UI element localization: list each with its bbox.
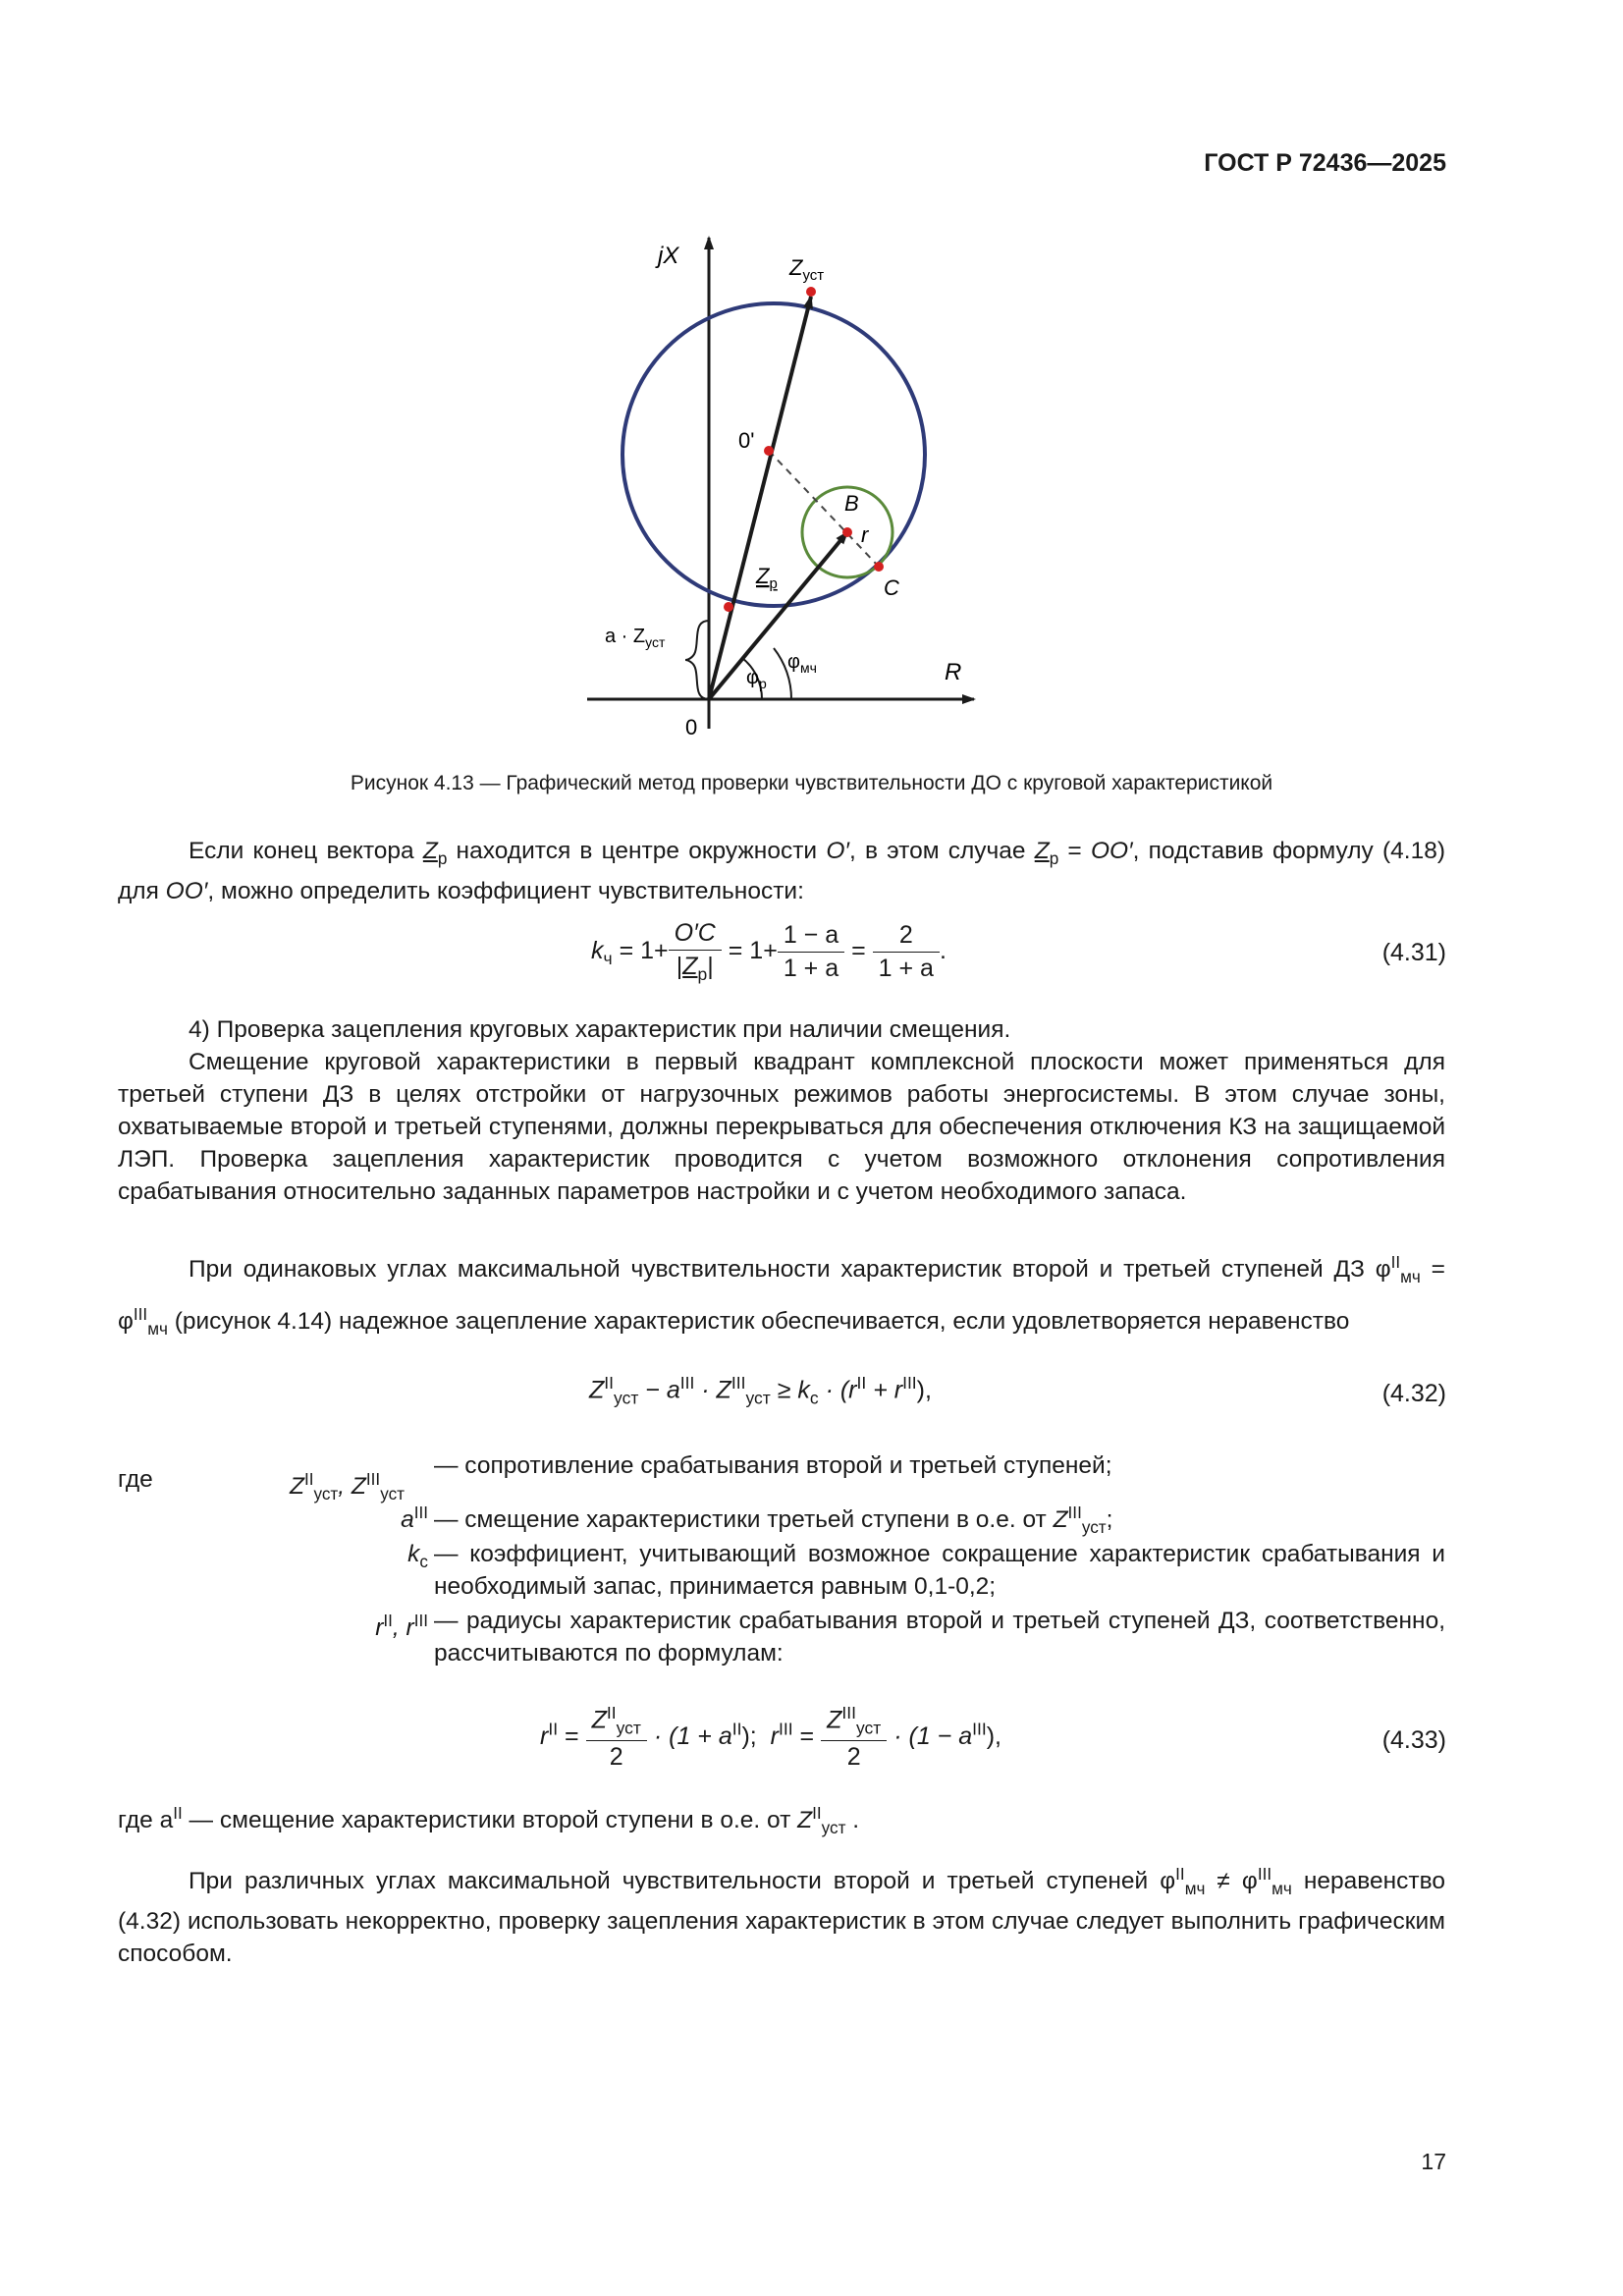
brace <box>685 621 709 699</box>
svg-text:Zуст <box>788 255 824 284</box>
label-c: C <box>884 575 899 600</box>
paragraph-2: 4) Проверка зацепления круговых характеристик при наличии смещения. <box>189 1016 1011 1043</box>
point-z-ust <box>806 287 816 297</box>
figure-diagram <box>569 236 1001 746</box>
paragraph-6: При различных углах максимальной чувствительности второй и третьей ступеней $\varphi^{II}_{мч} \ne \varphi^{III}_{мч}$ неравенство (4.32) использовать некорректно, проверку зацепления характеристик в этом случае следует выполнить графическим способом. <box>118 1864 1445 1968</box>
label-phi-mch: φ <box>787 651 800 673</box>
label-a-zust-sub: уст <box>645 634 666 650</box>
svg-text:φмч <box>787 651 817 676</box>
equation-4-33: $r^{II}$ = $\frac{Z^{II}_{уст}}{2}$ · $(1 + a^{II})$; $r^{III}$ = $\frac{Z^{III}_{уст}}{2}$ · $(1 - a^{III})$, <box>540 1703 1002 1772</box>
label-b: B <box>844 491 859 516</box>
equation-number-4-31: (4.31) <box>1381 939 1446 966</box>
label-zp: Z <box>756 564 770 588</box>
page-number: 17 <box>1421 2149 1446 2174</box>
equation-4-32: $Z^{II}_{уст} - a^{III} \cdot Z^{III}_{уст} \ge k_с \cdot (r^{II} + r^{III})$, <box>589 1373 932 1408</box>
definitions: где $Z^{II}_{уст}$, $Z^{III}_{уст}$ — сопротивление срабатывания второй и третьей ступеней; $a^{III}$ — смещение характеристики третьей ступени в о.е. от $Z^{III}_{уст}$; $k_с$ — коэффициент, учитывающий возможное сокращение характеристик срабатывания и необходимый запас, принимается равным 0,1-0,2; $r^{II}$, $r^{III}$ — радиусы характеристик срабатывания второй и третьей ступеней ДЗ, соответственно, рассчитываются по формулам: <box>118 1452 1445 1667</box>
label-r-axis: R <box>945 659 962 685</box>
equation-number-4-33: (4.33) <box>1381 1726 1446 1754</box>
point-a-zust <box>724 602 733 612</box>
paragraph-4: При одинаковых углах максимальной чувствительности характеристик второй и третьей ступеней ДЗ $\varphi^{II}_{мч} = \varphi^{III}_{мч}$ (рисунок 4.14) надежное зацепление характеристик обеспечивается, если удовлетворяется неравенство <box>118 1252 1445 1339</box>
svg-text:φр <box>746 667 767 691</box>
label-z-ust: Z <box>789 255 803 280</box>
equation-4-31: $k_ч = 1+$ $\frac{O'C}{|Z_р|}$ = 1+ $\frac{1 - a}{1 + a}$ = $\frac{2}{1 + a}$ . <box>591 919 947 984</box>
label-jx: jX <box>658 243 679 269</box>
label-zp-sub: р <box>769 575 778 592</box>
label-phi-p-sub: р <box>758 676 767 691</box>
label-r: r <box>861 522 869 547</box>
label-phi-mch-sub: мч <box>799 660 817 676</box>
page-header: ГОСТ Р 72436—2025 <box>1204 149 1446 177</box>
equation-number-4-32: (4.32) <box>1381 1380 1446 1407</box>
label-origin: 0 <box>685 715 698 739</box>
label-o-prime: 0' <box>738 428 755 453</box>
label-phi-p: φ <box>746 667 759 688</box>
paragraph-5: где $a^{II}$ — смещение характеристики второй ступени в о.е. от $Z^{II}_{уст}$ . <box>118 1803 860 1838</box>
figure-caption: Рисунок 4.13 — Графический метод проверки чувствительности ДО с круговой характеристикой <box>350 772 1273 794</box>
label-a-zust: a · Z <box>605 626 646 647</box>
svg-text:Zр <box>755 564 778 592</box>
point-o-prime <box>764 446 774 456</box>
label-z-ust-sub: уст <box>802 267 825 284</box>
dashed-radius <box>769 451 879 567</box>
paragraph-3: Смещение круговой характеристики в первый квадрант комплексной плоскости может применяться для третьей ступени ДЗ в целях отстройки от нагрузочных режимов работы энергосистемы. В этом случае зоны, охватываемые второй и третьей ступенями, должны перекрываться для обеспечения отключения КЗ на защищаемой ЛЭП. Проверка зацепления характеристик проводится с учетом возможного отклонения сопротивления срабатывания относительно заданных параметров настройки и с учетом необходимого запаса. <box>118 1049 1445 1205</box>
paragraph-1: Если конец вектора $Z_р$ находится в центре окружности O′, в этом случае $Z_р = OO'$, подставив формулу (4.18) для OO′, можно определить коэффициент чувствительности: <box>118 838 1446 904</box>
svg-text:a · Zуст <box>605 626 666 650</box>
point-b <box>842 527 852 537</box>
point-c <box>874 562 884 572</box>
